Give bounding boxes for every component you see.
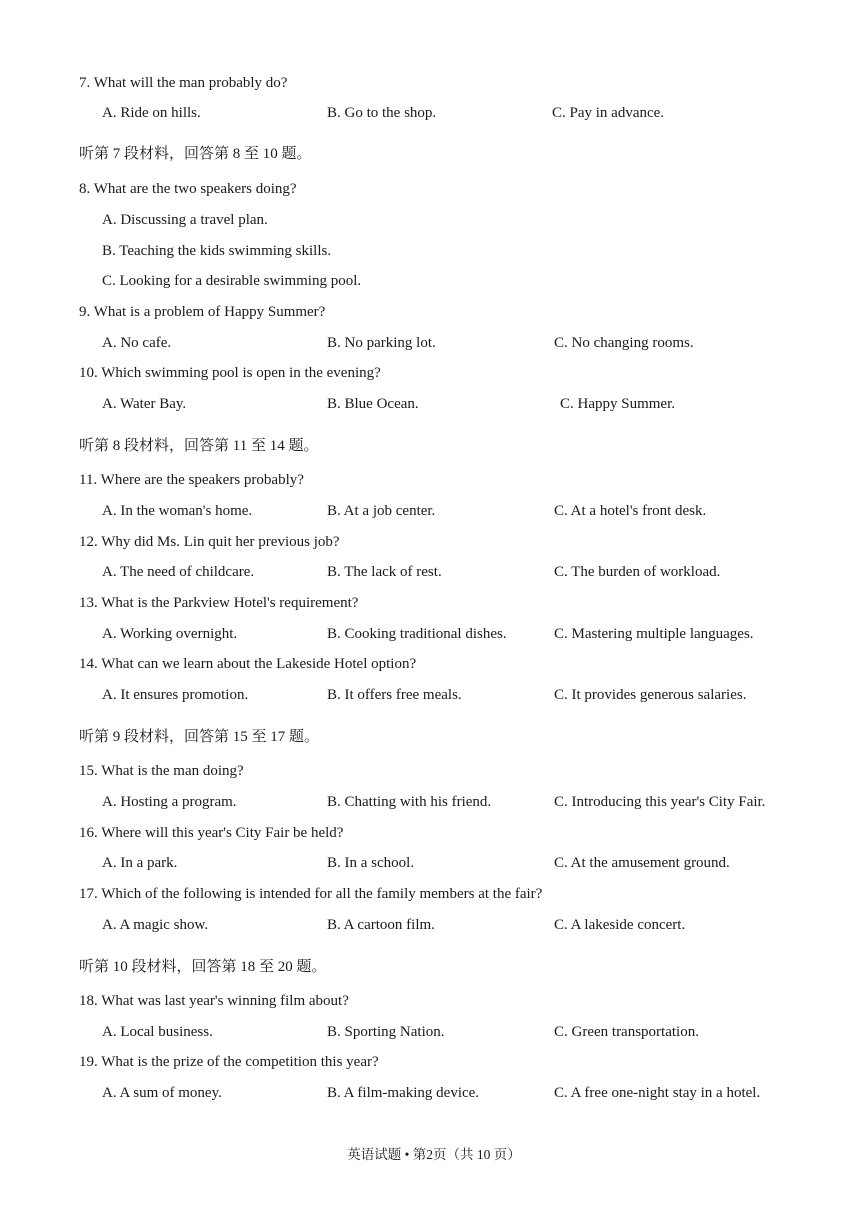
question-line [0, 72, 868, 94]
options-line [0, 623, 868, 645]
question-line [0, 883, 868, 905]
question-line [0, 469, 868, 491]
answer-option: C. A lakeside concert. [554, 917, 686, 933]
question-line [0, 990, 868, 1012]
answer-option: C. Pay in advance. [552, 105, 665, 121]
answer-option: B. No parking lot. [327, 335, 436, 351]
page-footer: 英语试题 • 第2页（共 10 页） [347, 1147, 521, 1162]
question-text: 12. Why did Ms. Lin quit her previous job? [79, 534, 340, 550]
options-line [0, 561, 868, 583]
question-line [0, 1051, 868, 1073]
answer-option: B. A cartoon film. [327, 917, 435, 933]
answer-option: B. Go to the shop. [327, 105, 437, 121]
section-heading-line [0, 956, 868, 978]
answer-option: A. In the woman's home. [102, 503, 253, 519]
answer-option: A. A sum of money. [102, 1085, 222, 1101]
section-heading: 听第 7 段材料，回答第 8 至 10 题。 [79, 146, 312, 162]
question-text: 18. What was last year's winning film about? [79, 993, 349, 1009]
section-heading-line [0, 726, 868, 748]
answer-option: C. Happy Summer. [560, 396, 675, 412]
question-line [0, 301, 868, 323]
question-line [0, 362, 868, 384]
options-line [0, 270, 868, 292]
section-heading-line [0, 435, 868, 457]
answer-option: C. No changing rooms. [554, 335, 694, 351]
answer-option: B. Teaching the kids swimming skills. [102, 243, 332, 259]
section-heading: 听第 8 段材料，回答第 11 至 14 题。 [79, 438, 319, 454]
options-line [0, 791, 868, 813]
answer-option: A. It ensures promotion. [102, 687, 249, 703]
answer-option: C. It provides generous salaries. [554, 687, 747, 703]
answer-option: C. Green transportation. [554, 1024, 699, 1040]
answer-option: B. A film-making device. [327, 1085, 480, 1101]
section-heading-line [0, 143, 868, 165]
question-text: 9. What is a problem of Happy Summer? [79, 304, 326, 320]
question-line [0, 760, 868, 782]
question-text: 16. Where will this year's City Fair be held? [79, 825, 344, 841]
answer-option: B. Chatting with his friend. [327, 794, 492, 810]
options-line [0, 332, 868, 354]
question-text: 10. Which swimming pool is open in the evening? [79, 365, 381, 381]
options-line [0, 684, 868, 706]
question-line [0, 653, 868, 675]
answer-option: C. The burden of workload. [554, 564, 721, 580]
answer-option: C. At the amusement ground. [554, 855, 730, 871]
answer-option: A. The need of childcare. [102, 564, 255, 580]
question-line [0, 531, 868, 553]
answer-option: B. Cooking traditional dishes. [327, 626, 507, 642]
answer-option: B. Sporting Nation. [327, 1024, 445, 1040]
answer-option: C. Introducing this year's City Fair. [554, 794, 766, 810]
question-line [0, 592, 868, 614]
question-text: 13. What is the Parkview Hotel's requirement? [79, 595, 359, 611]
section-heading: 听第 9 段材料，回答第 15 至 17 题。 [79, 729, 320, 745]
question-text: 15. What is the man doing? [79, 763, 244, 779]
question-text: 19. What is the prize of the competition this year? [79, 1054, 379, 1070]
options-line [0, 500, 868, 522]
options-line [0, 240, 868, 262]
answer-option: C. A free one-night stay in a hotel. [554, 1085, 761, 1101]
answer-option: A. Working overnight. [102, 626, 238, 642]
answer-option: A. In a park. [102, 855, 178, 871]
section-heading: 听第 10 段材料，回答第 18 至 20 题。 [79, 959, 327, 975]
options-line [0, 914, 868, 936]
question-text: 14. What can we learn about the Lakeside Hotel option? [79, 656, 417, 672]
options-line [0, 393, 868, 415]
options-line [0, 102, 868, 124]
options-line [0, 1021, 868, 1043]
question-text: 8. What are the two speakers doing? [79, 181, 297, 197]
answer-option: A. Hosting a program. [102, 794, 237, 810]
question-line [0, 178, 868, 200]
answer-option: C. Mastering multiple languages. [554, 626, 754, 642]
answer-option: A. Local business. [102, 1024, 213, 1040]
question-text: 11. Where are the speakers probably? [79, 472, 304, 488]
question-text: 7. What will the man probably do? [79, 75, 288, 91]
answer-option: B. It offers free meals. [327, 687, 462, 703]
options-line [0, 852, 868, 874]
answer-option: B. At a job center. [327, 503, 436, 519]
options-line [0, 209, 868, 231]
options-line [0, 1082, 868, 1104]
answer-option: A. Ride on hills. [102, 105, 201, 121]
answer-option: B. The lack of rest. [327, 564, 442, 580]
answer-option: A. Water Bay. [102, 396, 187, 412]
answer-option: B. In a school. [327, 855, 415, 871]
answer-option: C. Looking for a desirable swimming pool. [102, 273, 362, 289]
answer-option: C. At a hotel's front desk. [554, 503, 707, 519]
answer-option: A. A magic show. [102, 917, 209, 933]
answer-option: B. Blue Ocean. [327, 396, 419, 412]
question-line [0, 822, 868, 844]
question-text: 17. Which of the following is intended for all the family members at the fair? [79, 886, 543, 902]
answer-option: A. No cafe. [102, 335, 172, 351]
answer-option: A. Discussing a travel plan. [102, 212, 268, 228]
